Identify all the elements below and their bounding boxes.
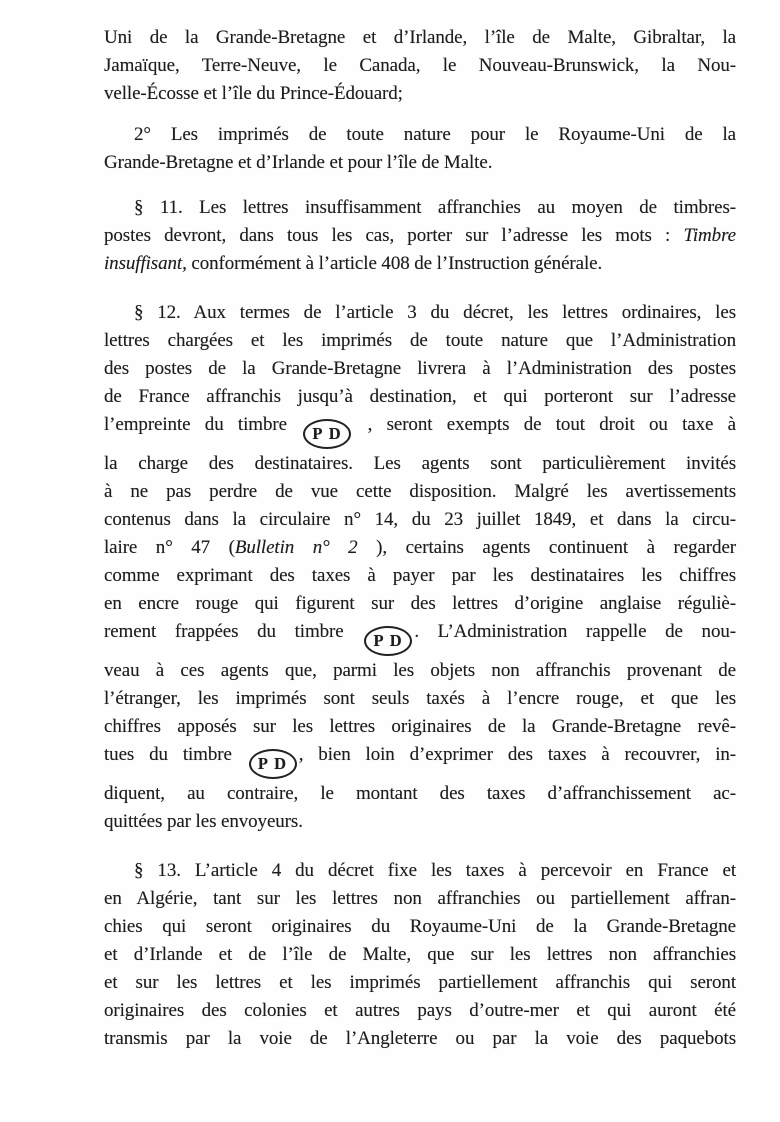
text-line: transmis par la voie de l’Angleterre ou par la voie des paquebots xyxy=(104,1028,736,1049)
text-line: § 12. Aux termes de l’article 3 du décret, les lettres ordinaires, les xyxy=(134,302,736,323)
text-line: originaires des colonies et autres pays d’outre-mer et qui auront été xyxy=(104,1000,736,1021)
text-line: à ne pas perdre de vue cette disposition. Malgré les avertissements xyxy=(104,481,736,502)
text-line: la charge des destinataires. Les agents sont particulièrement invités xyxy=(104,453,736,474)
paragraph-section-11 xyxy=(104,194,736,278)
text-line: l’empreinte du timbre P D , seront exempts de tout droit ou taxe à xyxy=(104,411,736,450)
document-body xyxy=(104,24,736,1053)
italic-text: insuffisant, xyxy=(104,253,187,274)
pd-stamp-icon: P D xyxy=(249,749,297,779)
text-line: 2° Les imprimés de toute nature pour le Royaume-Uni de la xyxy=(134,124,736,145)
text-line: rement frappées du timbre P D . L’Administration rappelle de nou- xyxy=(104,618,736,657)
text-line: chiffres apposés sur les lettres originaires de la Grande-Bretagne revê- xyxy=(104,716,736,737)
paragraph-item-2 xyxy=(104,121,736,177)
text-line: Jamaïque, Terre-Neuve, le Canada, le Nouveau-Brunswick, la Nou- xyxy=(104,55,736,76)
text-line: en encre rouge qui figurent sur des lettres d’origine anglaise réguliè- xyxy=(104,593,736,614)
paragraph-continuation-paragraph xyxy=(104,24,736,108)
text-line: des postes de la Grande-Bretagne livrera à l’Administration des postes xyxy=(104,358,736,379)
text-line: veau à ces agents que, parmi les objets non affranchis provenant de xyxy=(104,660,736,681)
italic-text: Timbre xyxy=(683,225,736,246)
text-line: chies qui seront originaires du Royaume-Uni de la Grande-Bretagne xyxy=(104,916,736,937)
text-line: § 13. L’article 4 du décret fixe les taxes à percevoir en France et xyxy=(134,860,736,881)
pd-stamp-icon: P D xyxy=(364,626,412,656)
italic-text: Bulletin n° 2 xyxy=(234,537,358,558)
text-line: postes devront, dans tous les cas, porter sur l’adresse les mots : Timbre xyxy=(104,225,736,246)
text-line: § 11. Les lettres insuffisamment affranchies au moyen de timbres- xyxy=(134,197,736,218)
text-line: tues du timbre P D , bien loin d’exprimer des taxes à recouvrer, in- xyxy=(104,741,736,780)
text-line: et sur les lettres et les imprimés partiellement affranchis qui seront xyxy=(104,972,736,993)
text-line: comme exprimant des taxes à payer par les destinataires les chiffres xyxy=(104,565,736,586)
text-line: diquent, au contraire, le montant des taxes d’affranchissement ac- xyxy=(104,783,736,804)
pd-stamp-icon: P D xyxy=(303,419,351,449)
text-line: velle-Écosse et l’île du Prince-Édouard; xyxy=(104,83,403,104)
paragraph-section-13 xyxy=(104,857,736,1053)
text-line: l’étranger, les imprimés sont seuls taxés à l’encre rouge, et que les xyxy=(104,688,736,709)
text-line: lettres chargées et les imprimés de toute nature que l’Administration xyxy=(104,330,736,351)
text-line: contenus dans la circulaire n° 14, du 23 juillet 1849, et dans la circu- xyxy=(104,509,736,530)
text-line: quittées par les envoyeurs. xyxy=(104,811,303,832)
paragraph-section-12 xyxy=(104,299,736,836)
text-line: et d’Irlande et de l’île de Malte, que sur les lettres non affranchies xyxy=(104,944,736,965)
text-line: laire n° 47 (Bulletin n° 2 ), certains agents continuent à regarder xyxy=(104,537,736,558)
text-line: Grande-Bretagne et d’Irlande et pour l’île de Malte. xyxy=(104,152,493,173)
text-line: en Algérie, tant sur les lettres non affranchies ou partiellement affran- xyxy=(104,888,736,909)
text-line: insuffisant, conformément à l’article 408 de l’Instruction générale. xyxy=(104,253,603,274)
text-line: Uni de la Grande-Bretagne et d’Irlande, l’île de Malte, Gibraltar, la xyxy=(104,27,736,48)
text-line: de France affranchis jusqu’à destination, et qui porteront sur l’adresse xyxy=(104,386,736,407)
